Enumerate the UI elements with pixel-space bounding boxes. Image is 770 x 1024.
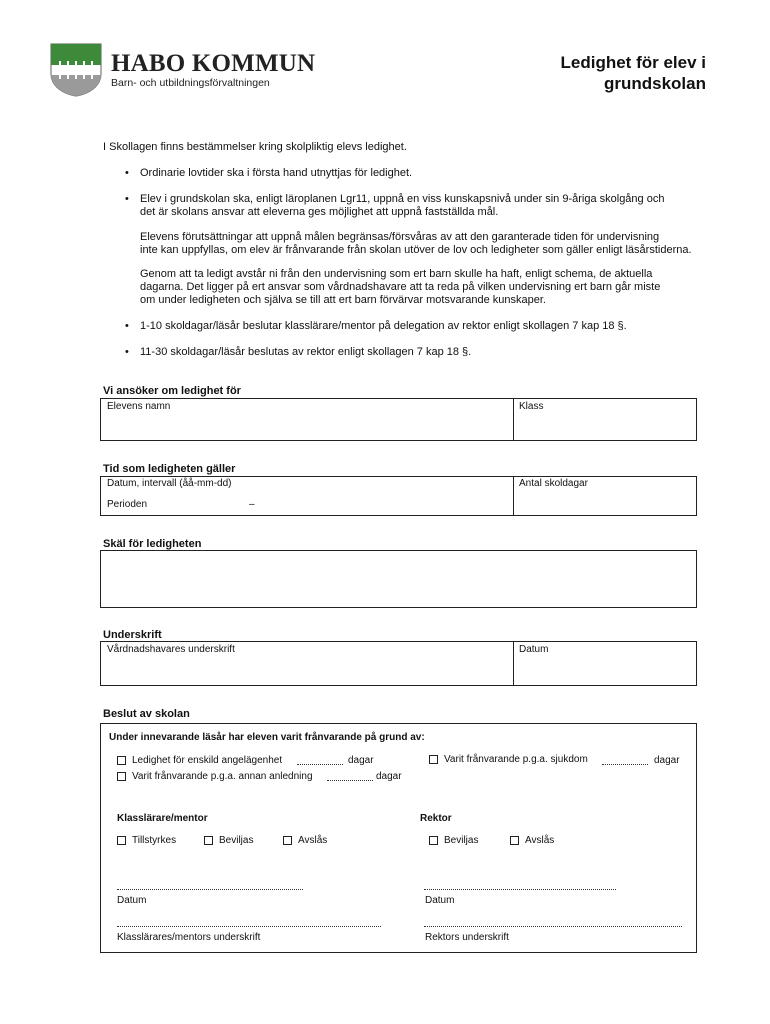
principal-signature-field[interactable] (424, 926, 682, 927)
bullet-item (125, 320, 627, 333)
bullet-text: Elev i grundskolan ska, enligt läroplanen Lgr11, uppnå en viss kunskapsnivå under sin 9-åriga skolgång och (140, 193, 665, 205)
days-label: dagar (654, 755, 680, 766)
teacher-date-label: Datum (117, 895, 147, 906)
other-absence-label: Varit frånvarande p.g.a. annan anledning (132, 771, 313, 782)
paragraph (140, 231, 740, 257)
class-field[interactable] (516, 414, 694, 439)
section-heading-decision: Beslut av skolan (103, 708, 190, 720)
date-interval-label: Datum, intervall (åå-mm-dd) (107, 478, 232, 489)
section-heading-period: Tid som ledigheten gäller (103, 463, 236, 475)
document-title (486, 52, 706, 94)
other-absence-checkbox[interactable] (117, 772, 126, 781)
teacher-reject-checkbox[interactable] (283, 836, 292, 845)
absence-other-row (117, 771, 313, 782)
bullet-dot: • (125, 167, 129, 179)
divider (513, 641, 514, 686)
divider (513, 476, 514, 516)
teacher-heading: Klasslärare/mentor (117, 813, 208, 824)
paragraph-line: inte kan uppfyllas, om elev är frånvarande från skolan utöver de lov och ledigheter som gäller enligt läsårstiderna. (140, 244, 692, 256)
school-days-field[interactable] (516, 491, 694, 513)
period-start-field[interactable] (160, 496, 245, 512)
bullet-item (125, 167, 413, 180)
teacher-reject-option (283, 835, 327, 846)
signature-date-label: Datum (519, 644, 549, 655)
divider (513, 398, 514, 441)
days-label: dagar (376, 771, 402, 782)
intro-lead: I Skollagen finns bestämmelser kring skolpliktig elevs ledighet. (103, 141, 407, 153)
document-title-line1: Ledighet för elev i (560, 53, 706, 72)
principal-heading: Rektor (420, 813, 452, 824)
period-dash: – (249, 499, 255, 510)
bullet-text: Ordinarie lovtider ska i första hand utnyttjas för ledighet. (140, 167, 413, 179)
teacher-signature-label: Klasslärares/mentors underskrift (117, 932, 261, 943)
student-name-label: Elevens namn (107, 401, 171, 412)
period-label: Perioden (107, 499, 148, 510)
sick-days-field[interactable] (602, 764, 648, 765)
sick-checkbox[interactable] (429, 755, 438, 764)
principal-date-field[interactable] (424, 889, 616, 890)
teacher-reject-label: Avslås (298, 835, 328, 846)
section-heading-reason: Skäl för ledigheten (103, 538, 202, 550)
personal-leave-days-field[interactable] (297, 764, 343, 765)
absence-sick-row (429, 754, 588, 765)
document-title-line2: grundskolan (603, 74, 706, 93)
org-name: HABO KOMMUN (111, 50, 316, 77)
bullet-item (125, 193, 720, 219)
principal-date-label: Datum (425, 895, 455, 906)
teacher-approve-label: Beviljas (219, 835, 254, 846)
teacher-date-field[interactable] (117, 889, 303, 890)
signature-date-field[interactable] (516, 657, 694, 683)
bullet-text: det är skolans ansvar att eleverna ges möjlighet att uppnå fastställda mål. (140, 206, 499, 218)
class-label: Klass (519, 401, 544, 412)
guardian-signature-field[interactable] (103, 657, 511, 683)
principal-reject-label: Avslås (525, 835, 555, 846)
principal-approve-option (429, 835, 478, 846)
bullet-text: 11-30 skoldagar/läsår beslutas av rektor enligt skollagen 7 kap 18 §. (140, 346, 472, 358)
bullet-dot: • (125, 346, 129, 358)
org-department: Barn- och utbildningsförvaltningen (111, 77, 270, 89)
municipality-logo (50, 43, 102, 97)
period-end-field[interactable] (262, 496, 502, 512)
guardian-signature-label: Vårdnadshavares underskrift (107, 644, 235, 655)
school-days-label: Antal skoldagar (519, 478, 588, 489)
teacher-recommend-label: Tillstyrkes (132, 835, 177, 846)
absence-heading: Under innevarande läsår har eleven varit frånvarande på grund av: (109, 732, 425, 743)
bullet-text: 1-10 skoldagar/läsår beslutar klasslärare/mentor på delegation av rektor enligt skollagen 7 kap 18 §. (140, 320, 627, 332)
section-heading-apply: Vi ansöker om ledighet för (103, 385, 241, 397)
paragraph (140, 268, 740, 307)
teacher-signature-field[interactable] (117, 926, 381, 927)
personal-leave-label: Ledighet för enskild angelägenhet (132, 755, 283, 766)
reason-field[interactable] (100, 550, 697, 608)
principal-reject-option (510, 835, 554, 846)
principal-signature-label: Rektors underskrift (425, 932, 509, 943)
student-name-field[interactable] (103, 414, 511, 439)
bullet-dot: • (125, 193, 129, 205)
section-heading-signature: Underskrift (103, 629, 162, 641)
personal-leave-checkbox[interactable] (117, 756, 126, 765)
teacher-recommend-checkbox[interactable] (117, 836, 126, 845)
paragraph-line: om under ledigheten och själva se till att ert barn förvärvar motsvarande kunskaper. (140, 294, 546, 306)
teacher-approve-checkbox[interactable] (204, 836, 213, 845)
sick-label: Varit frånvarande p.g.a. sjukdom (444, 754, 588, 765)
paragraph-line: Elevens förutsättningar att uppnå målen begränsas/försvåras av att den garanterade tiden för undervisning (140, 231, 660, 243)
days-label: dagar (348, 755, 374, 766)
bullet-dot: • (125, 320, 129, 332)
teacher-recommend-option (117, 835, 176, 846)
paragraph-line: Genom att ta ledigt avstår ni från den undervisning som ert barn skulle ha haft, enligt schema, de aktuella (140, 268, 653, 280)
other-absence-days-field[interactable] (327, 780, 373, 781)
principal-approve-label: Beviljas (444, 835, 479, 846)
principal-approve-checkbox[interactable] (429, 836, 438, 845)
paragraph-line: dagarna. Det ligger på ert ansvar som vårdnadshavare att ta reda på vilken undervisning ert barn går miste (140, 281, 661, 293)
principal-reject-checkbox[interactable] (510, 836, 519, 845)
bullet-item (125, 346, 472, 359)
absence-personal-row (117, 755, 282, 766)
teacher-approve-option (204, 835, 253, 846)
